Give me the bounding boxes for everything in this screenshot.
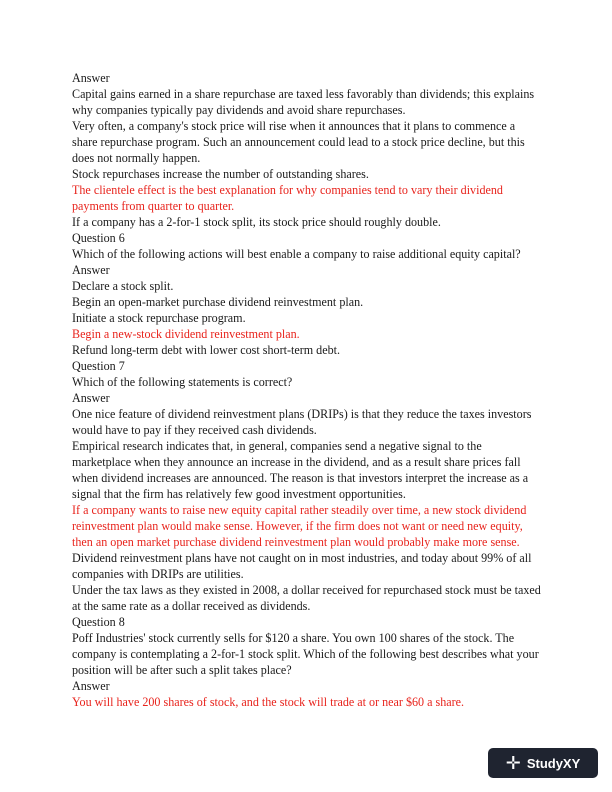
answer-option: If a company has a 2-for-1 stock split, its stock price should roughly double. [72,215,441,229]
question-heading: Question 7 [72,359,125,373]
correct-answer-option: You will have 200 shares of stock, and the stock will trade at or near $60 a share. [72,695,465,709]
answer-label: Answer [72,679,110,693]
answer-option: Capital gains earned in a share repurchase are taxed less favorably than dividends; this explains why companies typically pay dividends and avoid share repurchases. [72,87,535,117]
correct-answer-option: If a company wants to raise new equity capital rather steadily over time, a new stock dividend reinvestment plan would make sense. However, if the firm does not want or need new equity, then an open market purchase dividend reinvestment plan would probably make more sense. [72,503,527,549]
question-text: Which of the following statements is correct? [72,375,293,389]
answer-label: Answer [72,391,110,405]
correct-answer-option: The clientele effect is the best explanation for why companies tend to vary their dividend payments from quarter to quarter. [72,183,503,213]
answer-option: Dividend reinvestment plans have not caught on in most industries, and today about 99% of all companies with DRIPs are utilities. [72,551,532,581]
answer-option: Very often, a company's stock price will rise when it announces that it plans to commence a share repurchase program. Such an announcement could lead to a stock price decline, but this does not normally happen. [72,119,525,165]
plus-icon: ✛ [505,753,521,773]
question-heading: Question 8 [72,615,125,629]
question-text: Poff Industries' stock currently sells for $120 a share. You own 100 shares of the stock. The company is contemplating a 2-for-1 stock split. Which of the following best describes what your position will be after such a split takes place? [72,631,539,677]
question-heading: Question 6 [72,231,125,245]
document-body [72,70,542,710]
answer-option: Begin an open-market purchase dividend reinvestment plan. [72,295,364,309]
answer-option: One nice feature of dividend reinvestment plans (DRIPs) is that they reduce the taxes investors would have to pay if they received cash dividends. [72,407,532,437]
correct-answer-option: Begin a new-stock dividend reinvestment plan. [72,327,300,341]
answer-label: Answer [72,263,110,277]
answer-option: Declare a stock split. [72,279,174,293]
answer-option: Under the tax laws as they existed in 2008, a dollar received for repurchased stock must be taxed at the same rate as a dollar received as dividends. [72,583,541,613]
question-text: Which of the following actions will best enable a company to raise additional equity capital? [72,247,521,261]
badge-label: StudyXY [526,755,581,771]
studyxy-badge[interactable] [488,748,598,778]
answer-option: Refund long-term debt with lower cost short-term debt. [72,343,341,357]
answer-option: Empirical research indicates that, in general, companies send a negative signal to the marketplace when they announce an increase in the dividend, and as a result share prices fall when dividend increases are announced. The reason is that investors interpret the increase as a signal that the firm has relatively few good investment opportunities. [72,439,529,501]
answer-option: Initiate a stock repurchase program. [72,311,246,325]
answer-label: Answer [72,71,110,85]
answer-option: Stock repurchases increase the number of outstanding shares. [72,167,369,181]
